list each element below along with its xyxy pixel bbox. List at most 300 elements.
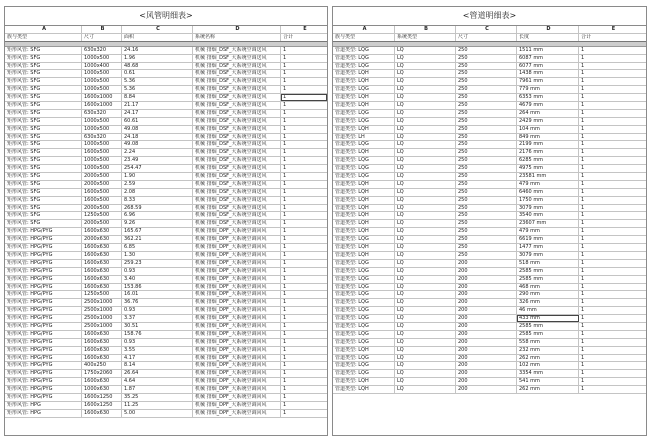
table-row[interactable] [333,386,646,394]
table-cell[interactable]: 1000x400 [82,63,122,70]
table-cell[interactable]: 250 [456,173,517,180]
table-row[interactable] [333,236,646,244]
table-cell[interactable]: 1000x500 [82,55,122,62]
table-cell[interactable]: 1 [283,78,287,85]
column-letter[interactable]: A [5,26,82,33]
table-cell[interactable]: 35.25 [122,394,193,401]
table-cell[interactable]: 8.14 [122,362,193,369]
table-cell[interactable]: 管道类型: LQH [333,197,395,204]
table-cell[interactable]: LQ [395,236,456,243]
column-letter[interactable]: D [517,26,579,33]
table-cell[interactable]: 1.96 [122,55,193,62]
table-cell[interactable]: 200 [456,386,517,393]
table-cell[interactable]: 1 [581,362,585,369]
table-cell[interactable]: 250 [456,141,517,148]
table-cell[interactable]: 1 [581,275,585,282]
table-cell[interactable]: 1000x500 [82,157,122,164]
table-cell[interactable]: 1.30 [122,252,193,259]
table-cell[interactable]: 管道类型: LH [333,134,395,141]
table-cell[interactable]: 管道类型: LQH [333,378,395,385]
table-cell[interactable]: 1 [283,244,287,251]
table-cell[interactable]: 机械 排烟_DSF_大系统空调送风 [193,220,281,227]
table-cell[interactable]: LQ [395,323,456,330]
table-cell[interactable]: 21.17 [122,102,193,109]
table-cell[interactable]: 矩形风管: SFG [5,55,82,62]
table-cell[interactable]: 2585 mm [517,276,579,283]
table-row[interactable] [333,212,646,220]
table-cell[interactable]: 200 [456,260,517,267]
column-header[interactable]: 长度 [517,34,579,41]
table-row[interactable] [5,86,327,94]
table-cell[interactable]: 1600x630 [82,347,122,354]
table-cell[interactable]: 1600x630 [82,244,122,251]
column-letter[interactable]: D [193,26,281,33]
table-cell[interactable]: 250 [456,157,517,164]
column-letter[interactable]: E [611,26,616,32]
table-row[interactable] [333,307,646,315]
table-cell[interactable]: 管道类型: LQH [333,189,395,196]
table-cell[interactable]: 1600x1000 [82,102,122,109]
table-cell[interactable]: LQ [395,197,456,204]
table-cell[interactable]: 2585 mm [517,331,579,338]
table-cell[interactable]: 1 [283,283,287,290]
table-cell[interactable]: 264 mm [517,110,579,117]
table-cell[interactable]: 机械 排烟_DPF_大系统空调回风 [193,378,281,385]
table-cell[interactable]: 250 [456,78,517,85]
table-cell[interactable]: 管道类型: LQG [333,86,395,93]
table-cell[interactable]: 200 [456,355,517,362]
table-cell[interactable]: 36.76 [122,299,193,306]
table-cell[interactable]: 200 [456,362,517,369]
table-cell[interactable]: LQ [395,134,456,141]
table-cell[interactable]: 1 [581,125,585,132]
table-cell[interactable]: 1 [581,346,585,353]
table-cell[interactable]: 机械 排烟_DPF_大系统空调回风 [193,402,281,409]
table-cell[interactable]: 1 [283,259,287,266]
column-letter[interactable]: B [82,26,122,33]
table-cell[interactable]: 管道类型: LQG [333,63,395,70]
table-cell[interactable]: 机械 排烟_DSF_大系统空调送风 [193,70,281,77]
table-cell[interactable]: 23581 mm [517,173,579,180]
table-cell[interactable]: 矩形风管: HPG/PYG [5,323,82,330]
table-cell[interactable]: 管道类型: LQH [333,220,395,227]
table-cell[interactable]: 1 [581,354,585,361]
table-row[interactable] [333,47,646,55]
table-cell[interactable]: 1 [581,86,585,93]
table-cell[interactable]: 1 [581,212,585,219]
table-cell[interactable]: 1600x630 [82,355,122,362]
table-cell[interactable]: 26.64 [122,370,193,377]
table-cell[interactable]: LQ [395,165,456,172]
table-row[interactable] [5,197,327,205]
table-cell[interactable]: 2000x500 [82,181,122,188]
table-row[interactable] [333,102,646,110]
table-cell[interactable]: 1600x630 [82,410,122,417]
table-cell[interactable]: 1600x630 [82,284,122,291]
table-row[interactable] [5,370,327,378]
table-cell[interactable]: LQ [395,63,456,70]
table-cell[interactable]: 16.01 [122,291,193,298]
table-row[interactable] [5,260,327,268]
table-cell[interactable]: 机械 排烟_DPF_大系统空调回风 [193,362,281,369]
table-cell[interactable]: 1 [581,70,585,77]
table-cell[interactable]: 1 [581,173,585,180]
table-row[interactable] [5,276,327,284]
table-cell[interactable]: 250 [456,165,517,172]
table-row[interactable] [333,220,646,228]
table-cell[interactable]: 机械 排烟_DPF_大系统空调回风 [193,252,281,259]
table-cell[interactable]: 机械 排烟_DPF_大系统空调回风 [193,386,281,393]
table-cell[interactable]: 1 [581,299,585,306]
column-letter[interactable]: A [333,26,395,33]
table-cell[interactable]: 23.49 [122,157,193,164]
table-cell[interactable]: 机械 排烟_DSF_大系统空调送风 [193,181,281,188]
table-cell[interactable]: 矩形风管: HPG/PYG [5,394,82,401]
table-cell[interactable]: 1 [581,204,585,211]
table-cell[interactable]: 管道类型: LQH [333,205,395,212]
table-cell[interactable]: 250 [456,55,517,62]
table-cell[interactable]: 机械 排烟_DPF_大系统空调回风 [193,355,281,362]
table-row[interactable] [5,268,327,276]
table-cell[interactable]: 479 mm [517,181,579,188]
table-row[interactable] [5,410,327,418]
table-row[interactable] [5,244,327,252]
table-row[interactable] [5,126,327,134]
table-cell[interactable]: 400x250 [82,362,122,369]
table-cell[interactable]: 24.17 [122,110,193,117]
table-cell[interactable]: 管道类型: LQG [333,355,395,362]
table-cell[interactable]: LQ [395,307,456,314]
table-cell[interactable]: 268.59 [122,205,193,212]
table-cell[interactable]: 矩形风管: HPG/PYG [5,331,82,338]
table-cell[interactable]: 管道类型: LQG [333,157,395,164]
table-cell[interactable]: 250 [456,236,517,243]
table-cell[interactable]: 630x320 [82,110,122,117]
table-row[interactable] [5,205,327,213]
table-cell[interactable]: 2000x500 [82,205,122,212]
table-cell[interactable]: 1 [283,70,287,77]
table-cell[interactable]: 机械 排烟_DSF_大系统空调送风 [193,47,281,54]
table-cell[interactable]: 矩形风管: SFG [5,197,82,204]
table-cell[interactable]: 250 [456,47,517,54]
table-cell[interactable]: 1 [283,322,287,329]
table-cell[interactable]: 矩形风管: SFG [5,126,82,133]
table-cell[interactable]: 矩形风管: SFG [5,110,82,117]
table-cell[interactable]: 250 [456,126,517,133]
table-cell[interactable]: 矩形风管: HPG/PYG [5,370,82,377]
table-row[interactable] [5,339,327,347]
table-cell[interactable]: 250 [456,118,517,125]
table-cell[interactable]: 矩形风管: SFG [5,86,82,93]
table-cell[interactable]: 机械 排烟_DSF_大系统空调送风 [193,86,281,93]
table-cell[interactable]: 机械 排烟_DPF_大系统空调回风 [193,260,281,267]
table-cell[interactable]: 机械 排烟_DSF_大系统空调送风 [193,165,281,172]
table-cell[interactable]: 矩形风管: HPG/PYG [5,378,82,385]
table-cell[interactable]: 1 [581,291,585,298]
table-cell[interactable]: 1 [581,165,585,172]
table-cell[interactable]: 机械 排烟_DPF_大系统空调回风 [193,291,281,298]
table-cell[interactable]: 1 [581,109,585,116]
table-cell[interactable]: LQ [395,110,456,117]
table-cell[interactable]: 矩形风管: HPG/PYG [5,284,82,291]
table-cell[interactable]: 1 [581,62,585,69]
table-cell[interactable]: 30.51 [122,323,193,330]
table-cell[interactable]: 250 [456,102,517,109]
table-cell[interactable]: 机械 排烟_DSF_大系统空调送风 [193,212,281,219]
table-cell[interactable]: 管道类型: LQH [333,212,395,219]
table-cell[interactable]: 1 [283,157,287,164]
table-row[interactable] [5,94,327,102]
table-cell[interactable]: 管道类型: LQG [333,276,395,283]
table-row[interactable] [333,157,646,165]
table-cell[interactable]: 1 [581,94,585,101]
table-cell[interactable]: LQ [395,260,456,267]
table-cell[interactable]: 6.85 [122,244,193,251]
table-row[interactable] [5,55,327,63]
table-cell[interactable]: 200 [456,347,517,354]
table-cell[interactable]: 1 [581,283,585,290]
table-cell[interactable]: 518 mm [517,260,579,267]
table-cell[interactable]: LQ [395,212,456,219]
table-cell[interactable]: 2176 mm [517,149,579,156]
table-cell[interactable]: 1 [581,244,585,251]
table-row[interactable] [333,276,646,284]
table-cell[interactable]: 250 [456,149,517,156]
table-cell[interactable]: 矩形风管: SFG [5,212,82,219]
table-row[interactable] [5,362,327,370]
table-cell[interactable]: 6460 mm [517,189,579,196]
table-cell[interactable]: 1000x500 [82,141,122,148]
table-cell[interactable]: 2500x1000 [82,323,122,330]
table-cell[interactable]: 矩形风管: HPG/PYG [5,291,82,298]
table-cell[interactable]: 1 [283,362,287,369]
table-cell[interactable]: 3540 mm [517,212,579,219]
table-cell[interactable]: 管道类型: LQG [333,331,395,338]
table-cell[interactable]: 矩形风管: HPG [5,402,82,409]
table-row[interactable] [5,149,327,157]
table-row[interactable] [5,228,327,236]
table-cell[interactable]: 1 [581,141,585,148]
column-header[interactable]: 系统名称 [193,34,281,41]
table-cell[interactable]: 机械 排烟_DPF_大系统空调回风 [193,347,281,354]
table-cell[interactable]: 管道类型: LQG [333,362,395,369]
table-row[interactable] [333,165,646,173]
table-cell[interactable]: 矩形风管: HPG/PYG [5,228,82,235]
table-cell[interactable]: 管道类型: LQG [333,299,395,306]
table-cell[interactable]: 1511 mm [517,47,579,54]
table-row[interactable] [5,378,327,386]
table-row[interactable] [333,284,646,292]
table-cell[interactable]: 管道类型: LQG [333,307,395,314]
table-cell[interactable]: 1 [581,157,585,164]
table-row[interactable] [333,205,646,213]
table-cell[interactable]: 250 [456,63,517,70]
table-row[interactable] [333,70,646,78]
table-cell[interactable]: 8.33 [122,197,193,204]
table-cell[interactable]: 558 mm [517,339,579,346]
table-cell[interactable]: 1 [581,307,585,314]
table-cell[interactable]: 1.87 [122,386,193,393]
table-cell[interactable]: 1438 mm [517,70,579,77]
table-cell[interactable]: 机械 排烟_DPF_大系统空调回风 [193,315,281,322]
table-cell[interactable]: 1 [283,251,287,258]
table-cell[interactable]: 管道类型: LQH [333,244,395,251]
table-cell[interactable]: 机械 排烟_DSF_大系统空调送风 [193,110,281,117]
table-cell[interactable]: 1477 mm [517,244,579,251]
table-row[interactable] [5,141,327,149]
table-cell[interactable]: 1 [581,54,585,61]
table-cell[interactable]: 479 mm [517,228,579,235]
table-cell[interactable]: LQ [395,291,456,298]
table-cell[interactable]: 管道类型: LQG [333,260,395,267]
table-cell[interactable]: 1 [283,125,287,132]
table-cell[interactable]: 250 [456,86,517,93]
table-cell[interactable]: 管道类型: LQG [333,141,395,148]
table-row[interactable] [5,134,327,142]
table-cell[interactable]: 矩形风管: HPG/PYG [5,236,82,243]
table-cell[interactable]: 250 [456,228,517,235]
table-row[interactable] [5,181,327,189]
table-cell[interactable]: 200 [456,339,517,346]
table-cell[interactable]: 机械 排烟_DSF_大系统空调送风 [193,55,281,62]
table-cell[interactable]: 机械 排烟_DPF_大系统空调回风 [193,323,281,330]
table-cell[interactable]: 矩形风管: SFG [5,94,82,101]
table-row[interactable] [333,181,646,189]
table-row[interactable] [333,134,646,142]
table-cell[interactable]: LQ [395,378,456,385]
table-cell[interactable]: 630x320 [82,134,122,141]
table-cell[interactable]: 250 [456,205,517,212]
table-cell[interactable]: 管道类型: LQG [333,284,395,291]
table-cell[interactable]: 250 [456,189,517,196]
table-cell[interactable]: 250 [456,181,517,188]
table-cell[interactable]: 1 [581,259,585,266]
table-row[interactable] [333,118,646,126]
column-letter[interactable]: C [456,26,517,33]
table-row[interactable] [5,173,327,181]
table-cell[interactable]: 200 [456,299,517,306]
table-cell[interactable]: 管道类型: LQH [333,149,395,156]
table-row[interactable] [333,315,646,323]
column-header[interactable]: 合计 [581,33,592,40]
table-row[interactable] [333,323,646,331]
table-row[interactable] [5,394,327,402]
table-cell[interactable]: LQ [395,94,456,101]
column-letter[interactable]: E [303,26,307,32]
table-cell[interactable]: 矩形风管: SFG [5,47,82,54]
table-cell[interactable]: LQ [395,55,456,62]
table-cell[interactable]: LQ [395,118,456,125]
table-cell[interactable]: 1 [581,338,585,345]
table-cell[interactable]: 1 [283,393,287,400]
table-cell[interactable]: 1600x630 [82,228,122,235]
table-cell[interactable]: 机械 排烟_DPF_大系统空调回风 [193,331,281,338]
table-row[interactable] [5,212,327,220]
table-cell[interactable]: 1 [283,401,287,408]
table-row[interactable] [333,378,646,386]
table-cell[interactable]: 3079 mm [517,252,579,259]
table-cell[interactable]: 290 mm [517,291,579,298]
table-cell[interactable]: 2500x1000 [82,307,122,314]
table-cell[interactable]: 1 [581,251,585,258]
table-row[interactable] [5,386,327,394]
table-cell[interactable]: 104 mm [517,126,579,133]
table-cell[interactable]: 250 [456,220,517,227]
table-cell[interactable]: LQ [395,47,456,54]
table-cell[interactable]: 机械 排烟_DPF_大系统空调回风 [193,339,281,346]
table-cell[interactable]: 管道类型: LQG [333,173,395,180]
table-cell[interactable]: 468 mm [517,284,579,291]
table-row[interactable] [333,149,646,157]
table-cell[interactable]: 矩形风管: SFG [5,102,82,109]
table-cell[interactable]: 250 [456,197,517,204]
table-cell[interactable]: 4679 mm [517,102,579,109]
table-cell[interactable]: 250 [456,252,517,259]
table-cell[interactable]: 1000x630 [82,386,122,393]
table-cell[interactable]: 1 [283,149,287,156]
table-cell[interactable]: 254.47 [122,165,193,172]
table-cell[interactable]: 1600x630 [82,378,122,385]
table-cell[interactable]: 机械 排烟_DSF_大系统空调送风 [193,157,281,164]
table-cell[interactable]: 2585 mm [517,268,579,275]
table-cell[interactable]: 1600x630 [82,268,122,275]
table-cell[interactable]: 机械 排烟_DSF_大系统空调送风 [193,141,281,148]
table-cell[interactable]: LQ [395,268,456,275]
table-cell[interactable]: LQ [395,173,456,180]
table-cell[interactable]: 矩形风管: SFG [5,220,82,227]
table-cell[interactable]: 1 [283,54,287,61]
table-cell[interactable]: 46 mm [517,307,579,314]
table-cell[interactable]: 1 [283,267,287,274]
table-cell[interactable]: 2500x1000 [82,315,122,322]
table-cell[interactable]: 管道类型: LQG [333,315,395,322]
table-cell[interactable]: 1 [283,299,287,306]
table-cell[interactable]: 779 mm [517,86,579,93]
table-cell[interactable]: 1 [283,212,287,219]
table-cell[interactable]: 6.96 [122,212,193,219]
table-cell[interactable]: 矩形风管: HPG/PYG [5,315,82,322]
table-row[interactable] [5,347,327,355]
table-cell[interactable]: 232 mm [517,347,579,354]
table-row[interactable] [5,402,327,410]
table-cell[interactable]: 0.61 [122,70,193,77]
table-cell[interactable]: 管道类型: LQG [333,118,395,125]
table-row[interactable] [5,252,327,260]
table-cell[interactable]: 1 [283,228,287,235]
table-cell[interactable]: 5.36 [122,78,193,85]
table-cell[interactable]: 1 [581,330,585,337]
table-cell[interactable]: 机械 排烟_DSF_大系统空调送风 [193,118,281,125]
table-cell[interactable]: LQ [395,370,456,377]
table-cell[interactable]: 管道类型: LQG [333,47,395,54]
table-cell[interactable]: 6353 mm [517,94,579,101]
table-cell[interactable]: 管道类型: LQG [333,370,395,377]
table-row[interactable] [5,165,327,173]
table-cell[interactable]: LQ [395,220,456,227]
table-cell[interactable]: LQ [395,102,456,109]
table-cell[interactable]: 矩形风管: HPG/PYG [5,276,82,283]
column-header[interactable]: 系统类型 [395,34,456,41]
table-cell[interactable]: 1 [581,370,585,377]
table-cell[interactable]: 153.86 [122,284,193,291]
table-cell[interactable]: 6285 mm [517,157,579,164]
table-cell[interactable]: 1600x500 [82,197,122,204]
table-cell[interactable]: 362.21 [122,236,193,243]
table-row[interactable] [333,189,646,197]
table-cell[interactable]: 管道类型: LQG [333,291,395,298]
table-cell[interactable]: 2199 mm [517,141,579,148]
table-cell[interactable]: 102 mm [517,362,579,369]
